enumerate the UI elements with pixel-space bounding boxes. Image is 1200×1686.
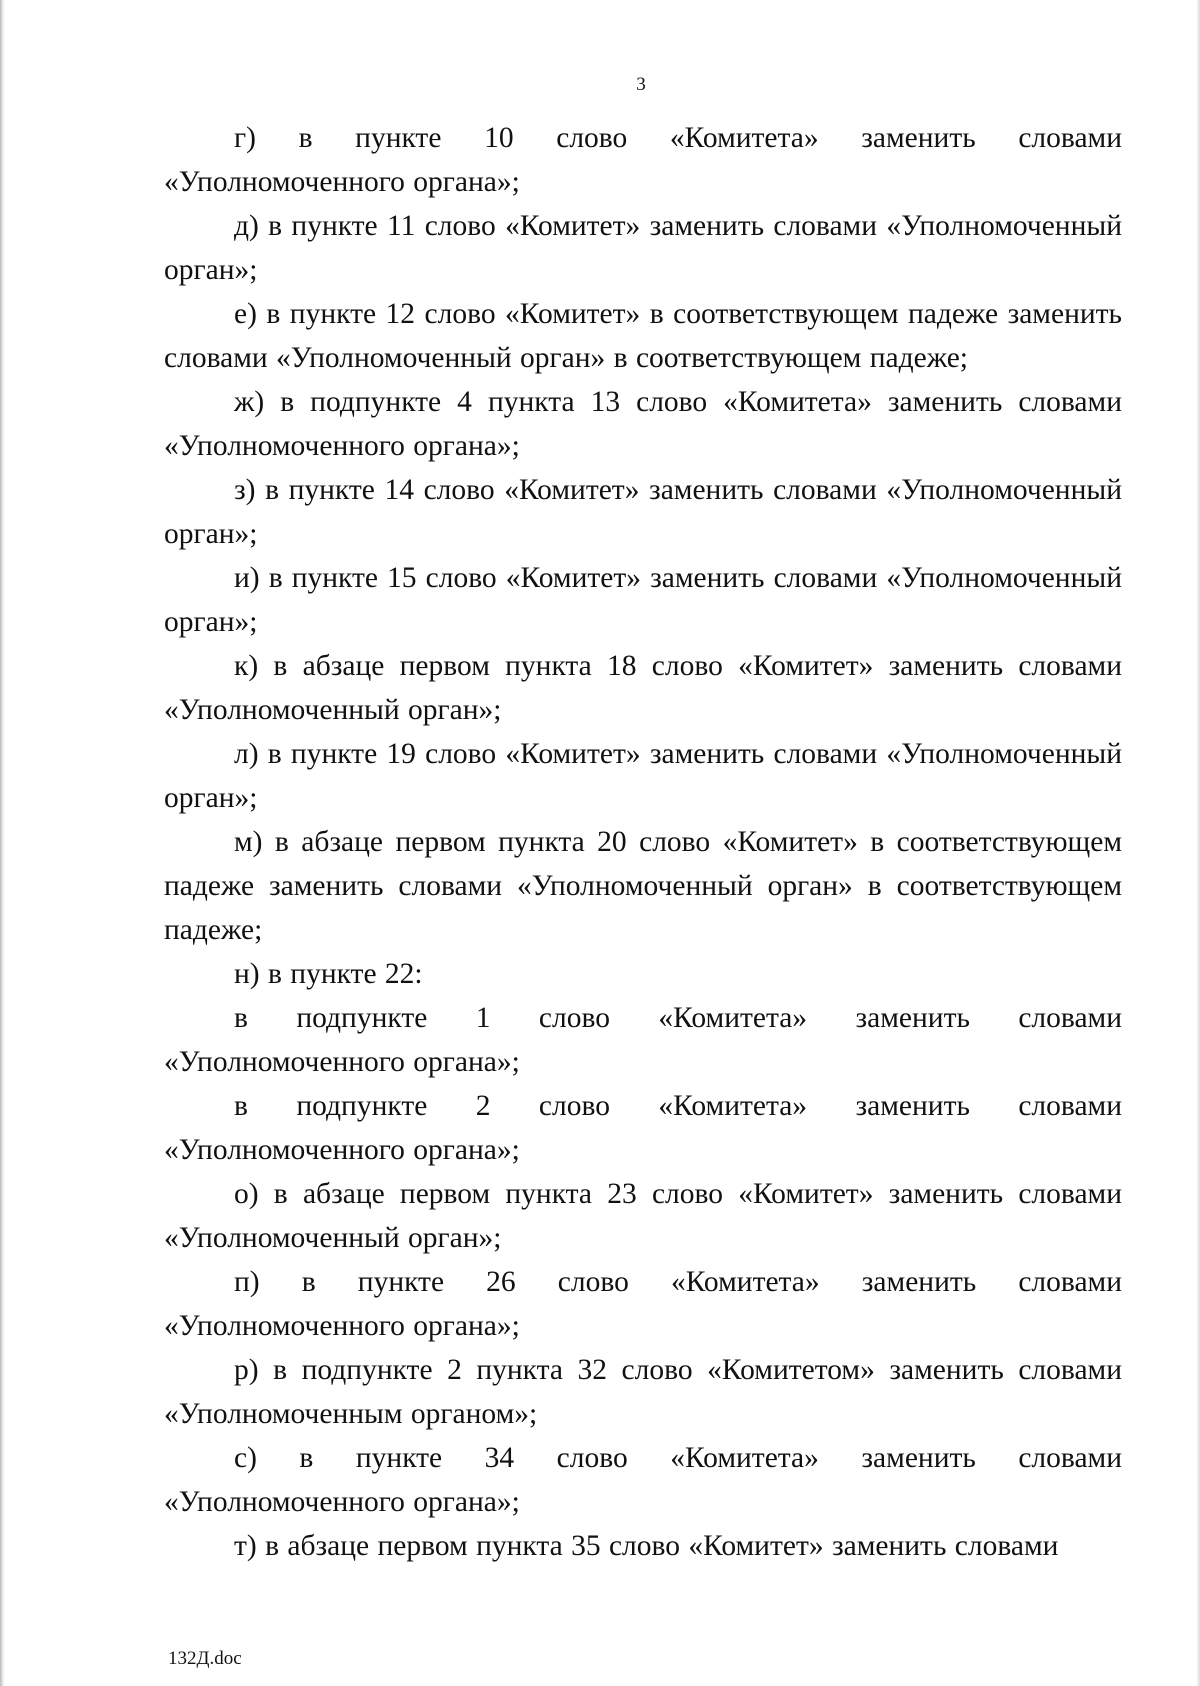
paragraph-n: н) в пункте 22: xyxy=(234,958,423,990)
paragraph-e: е) в пункте 12 слово «Комитет» в соответствующем падеже заменить словами «Уполномоченный орган» в соответствующем падеже; xyxy=(164,298,1122,374)
paragraph-s: с) в пункте 34 слово «Комитета» заменить словами «Уполномоченного органа»; xyxy=(164,1442,1122,1518)
paragraph-k: к) в абзаце первом пункта 18 слово «Комитет» заменить словами «Уполномоченный орган»; xyxy=(164,650,1122,726)
footer-filename: 132Д.doc xyxy=(168,1648,242,1669)
paragraph-p: п) в пункте 26 слово «Комитета» заменить словами «Уполномоченного органа»; xyxy=(164,1266,1122,1342)
paragraph-l: л) в пункте 19 слово «Комитет» заменить словами «Уполномоченный орган»; xyxy=(164,738,1122,814)
paragraph-i: и) в пункте 15 слово «Комитет» заменить словами «Уполномоченный орган»; xyxy=(164,562,1122,638)
paragraph-g: г) в пункте 10 слово «Комитета» заменить словами «Уполномоченного органа»; xyxy=(164,122,1122,198)
scan-edge-left xyxy=(0,0,5,1686)
paragraph-m: м) в абзаце первом пункта 20 слово «Комитет» в соответствующем падеже заменить словами «Уполномоченный орган» в соответствующем падеже; xyxy=(164,826,1122,946)
paragraph-z: з) в пункте 14 слово «Комитет» заменить словами «Уполномоченный орган»; xyxy=(164,474,1122,550)
paragraph-d: д) в пункте 11 слово «Комитет» заменить словами «Уполномоченный орган»; xyxy=(164,210,1122,286)
document-body xyxy=(164,116,1122,1568)
paragraph-o: о) в абзаце первом пункта 23 слово «Комитет» заменить словами «Уполномоченный орган»; xyxy=(164,1178,1122,1254)
paragraph-zh: ж) в подпункте 4 пункта 13 слово «Комитета» заменить словами «Уполномоченного органа»; xyxy=(164,386,1122,462)
paragraph-r: р) в подпункте 2 пункта 32 слово «Комитетом» заменить словами «Уполномоченным органом»; xyxy=(164,1354,1122,1430)
scan-edge-right xyxy=(1196,0,1200,1686)
page-number: 3 xyxy=(636,74,646,95)
paragraph-n-sub-2: в подпункте 2 слово «Комитета» заменить словами «Уполномоченного органа»; xyxy=(164,1090,1122,1166)
paragraph-n-sub-1: в подпункте 1 слово «Комитета» заменить словами «Уполномоченного органа»; xyxy=(164,1002,1122,1078)
paragraph-t: т) в абзаце первом пункта 35 слово «Комитет» заменить словами xyxy=(234,1530,1059,1562)
